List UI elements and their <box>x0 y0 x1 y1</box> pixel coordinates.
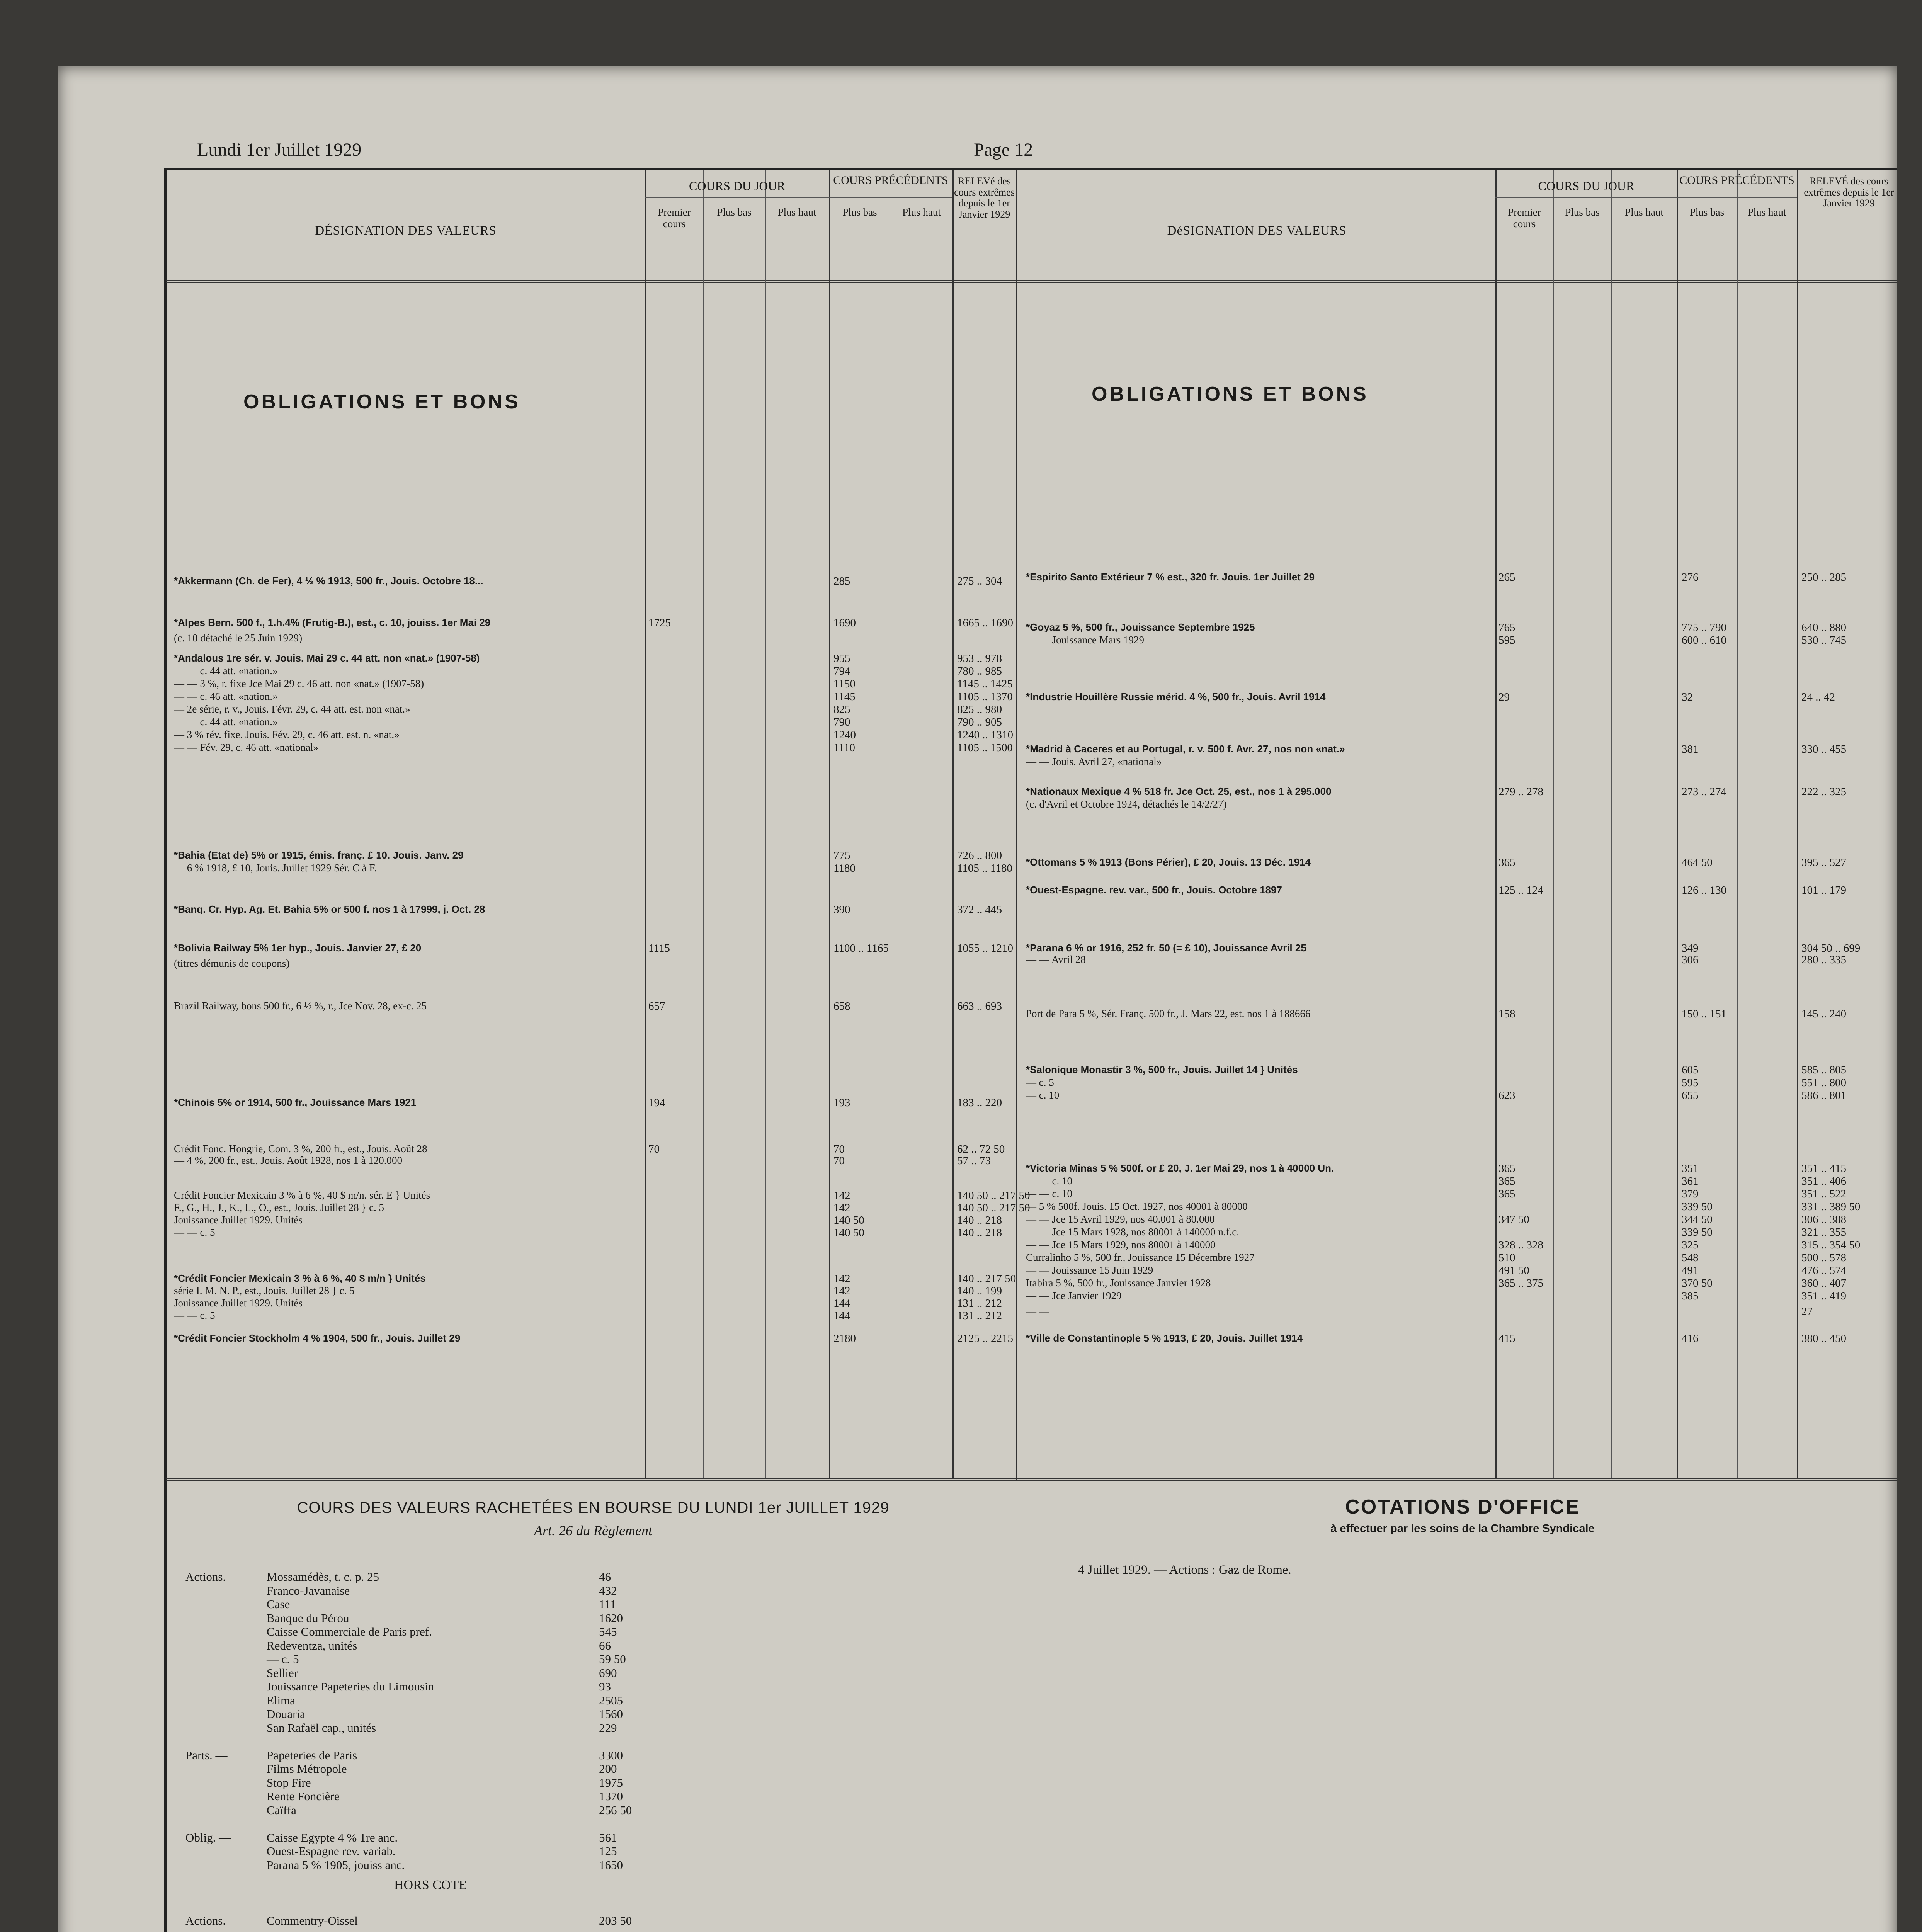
page-number: Page 12 <box>974 139 1033 160</box>
releve-value: 101 .. 179 <box>1801 884 1846 896</box>
rachetee-value: 1975 <box>599 1776 623 1789</box>
rachetee-name: Rente Foncière <box>267 1789 340 1803</box>
prec-plus-haut-header: Plus haut <box>902 206 941 218</box>
rachetee-value: 432 <box>599 1583 617 1597</box>
rachetee-category: Oblig. — <box>185 1830 231 1844</box>
table-row-name: — — c. 10 <box>1026 1176 1072 1186</box>
table-row-name: Jouissance Juillet 1929. Unités <box>174 1298 303 1308</box>
premier-cours-value: 365 .. 375 <box>1498 1277 1543 1289</box>
cours-precedent-value: 1240 <box>833 729 856 741</box>
releve-value: 586 .. 801 <box>1801 1089 1846 1102</box>
hors-name: Commentry-Oissel <box>267 1914 358 1927</box>
releve-value: 315 .. 354 50 <box>1801 1239 1861 1251</box>
header-subrule <box>645 197 829 198</box>
releve-value: 640 .. 880 <box>1801 621 1846 634</box>
table-row-name: — — Jce 15 Mars 1928, nos 80001 à 140000 n.f.c. <box>1026 1227 1239 1237</box>
cours-precedent-value: 1110 <box>833 742 855 754</box>
cours-precedent-value: 1180 <box>833 862 856 874</box>
releve-value: 140 50 .. 217 50 <box>957 1189 1030 1202</box>
releve-value: 140 .. 218 <box>957 1226 1002 1239</box>
cours-precedent-value: 150 .. 151 <box>1682 1008 1726 1020</box>
column-line <box>952 170 954 1478</box>
premier-cours-value: 657 <box>648 1000 665 1012</box>
releve-value: 1240 .. 1310 <box>957 729 1013 741</box>
table-row-name: *Crédit Foncier Mexicain 3 % à 6 %, 40 $ m/n } Unités <box>174 1273 426 1283</box>
table-row-name: Brazil Railway, bons 500 fr., 6 ½ %, r., Jce Nov. 28, ex-c. 25 <box>174 1001 427 1011</box>
releve-value: 321 .. 355 <box>1801 1226 1846 1238</box>
rachetee-name: Douaria <box>267 1707 305 1721</box>
table-row-name: *Ouest-Espagne. rev. var., 500 fr., Jouis. Octobre 1897 <box>1026 885 1282 895</box>
cours-precedent-value: 775 .. 790 <box>1682 621 1726 634</box>
cours-precedent-value: 655 <box>1682 1089 1699 1102</box>
table-row-name: *Banq. Cr. Hyp. Ag. Et. Bahia 5% or 500 f. nos 1 à 17999, j. Oct. 28 <box>174 904 485 914</box>
premier-cours-value: 29 <box>1498 691 1510 703</box>
table-row-name: *Espirito Santo Extérieur 7 % est., 320 fr. Jouis. 1er Juillet 29 <box>1026 572 1315 582</box>
cours-precedent-value: 349 <box>1682 942 1699 954</box>
plus-haut-header: Plus haut <box>1625 206 1663 218</box>
rachetee-value: 1560 <box>599 1707 623 1721</box>
cours-precedent-value: 144 <box>833 1310 850 1322</box>
rachetee-name: Franco-Javanaise <box>267 1583 350 1597</box>
releve-value: 280 .. 335 <box>1801 954 1846 966</box>
rachetee-name: — c. 5 <box>267 1652 299 1666</box>
cours-precedent-value: 385 <box>1682 1290 1699 1302</box>
releve-value: 953 .. 978 <box>957 652 1002 665</box>
rachetee-name: Redeventza, unités <box>267 1638 357 1652</box>
table-row-name: — — c. 10 <box>1026 1189 1072 1199</box>
rachetee-name: Mossamédès, t. c. p. 25 <box>267 1570 379 1583</box>
rachetee-name: Caisse Egypte 4 % 1re anc. <box>267 1830 398 1844</box>
table-row-name: (c. d'Avril et Octobre 1924, détachés le 14/2/27) <box>1026 799 1227 810</box>
releve-value: 360 .. 407 <box>1801 1277 1846 1289</box>
plus-bas-header: Plus bas <box>717 206 752 218</box>
releve-value: 395 .. 527 <box>1801 856 1846 869</box>
cours-precedent-value: 825 <box>833 703 850 716</box>
rachetee-value: 59 50 <box>599 1652 626 1666</box>
rachetee-value: 66 <box>599 1638 611 1652</box>
right-section-title: OBLIGATIONS ET BONS <box>1092 383 1369 405</box>
premier-header: Premier cours <box>658 206 691 230</box>
table-row-name: *Andalous 1re sér. v. Jouis. Mai 29 c. 44 att. non «nat.» (1907-58) <box>174 653 480 663</box>
mid-rule <box>166 1478 1897 1481</box>
releve-value: 145 .. 240 <box>1801 1008 1846 1020</box>
rachetee-name: Papeteries de Paris <box>267 1748 357 1762</box>
rachetees-subtitle: Art. 26 du Règlement <box>534 1523 652 1538</box>
column-line <box>1553 170 1554 1478</box>
plus-bas-header: Plus bas <box>1565 206 1600 218</box>
table-row-name: — — <box>1026 1306 1049 1316</box>
rachetee-value: 125 <box>599 1844 617 1858</box>
table-row-name: — — c. 5 <box>174 1310 215 1321</box>
releve-value: 24 .. 42 <box>1801 691 1835 703</box>
cours-precedent-value: 600 .. 610 <box>1682 634 1726 646</box>
cours-precedent-value: 325 <box>1682 1239 1699 1251</box>
premier-cours-value: 194 <box>648 1097 665 1109</box>
releve-value: 1665 .. 1690 <box>957 617 1013 629</box>
releve-value: 131 .. 212 <box>957 1297 1002 1310</box>
premier-cours-value: 347 50 <box>1498 1213 1529 1226</box>
cours-precedent-value: 70 <box>833 1155 845 1167</box>
rachetee-value: 690 <box>599 1666 617 1680</box>
table-row-name: Jouissance Juillet 1929. Unités <box>174 1215 303 1225</box>
releve-value: 1055 .. 1210 <box>957 942 1013 954</box>
premier-cours-value: 1725 <box>648 617 671 629</box>
rachetee-name: Stop Fire <box>267 1776 311 1789</box>
releve-value: 825 .. 980 <box>957 703 1002 716</box>
releve-value: 275 .. 304 <box>957 575 1002 587</box>
cours-precedent-value: 548 <box>1682 1252 1699 1264</box>
releve-value: 372 .. 445 <box>957 903 1002 916</box>
cours-precedent-value: 351 <box>1682 1162 1699 1175</box>
premier-cours-value: 365 <box>1498 1188 1515 1200</box>
cours-precedent-value: 339 50 <box>1682 1201 1713 1213</box>
releve-value: 183 .. 220 <box>957 1097 1002 1109</box>
table-row-name: *Victoria Minas 5 % 500f. or £ 20, J. 1er Mai 29, nos 1 à 40000 Un. <box>1026 1163 1334 1173</box>
table-row-name: (c. 10 détaché le 25 Juin 1929) <box>174 633 303 643</box>
releve-value: 585 .. 805 <box>1801 1064 1846 1076</box>
cours-du-jour-header: COURS DU JOUR <box>1538 179 1635 193</box>
releve-value: 351 .. 419 <box>1801 1290 1846 1302</box>
rachetee-value: 111 <box>599 1597 616 1611</box>
premier-cours-value: 279 .. 278 <box>1498 786 1543 798</box>
cours-precedent-value: 595 <box>1682 1077 1699 1089</box>
releve-value: 27 <box>1801 1305 1813 1318</box>
rachetee-name: Banque du Pérou <box>267 1611 349 1625</box>
page-frame <box>164 168 1897 1932</box>
releve-value: 1105 .. 1180 <box>957 862 1012 874</box>
cours-precedent-value: 339 50 <box>1682 1226 1713 1238</box>
cours-precedent-value: 1690 <box>833 617 856 629</box>
releve-value: 140 .. 217 50 <box>957 1272 1016 1285</box>
hors-value: 203 50 <box>599 1914 632 1927</box>
cours-precedent-value: 276 <box>1682 571 1699 583</box>
releve-value: 663 .. 693 <box>957 1000 1002 1012</box>
premier-cours-value: 623 <box>1498 1089 1515 1102</box>
page-date: Lundi 1er Juillet 1929 <box>197 139 362 160</box>
table-row-name: *Crédit Foncier Stockholm 4 % 1904, 500 fr., Jouis. Juillet 29 <box>174 1333 461 1343</box>
releve-value: 476 .. 574 <box>1801 1264 1846 1277</box>
rachetee-value: 2505 <box>599 1693 623 1707</box>
premier-header: Premier cours <box>1508 206 1541 230</box>
table-row-name: (titres démunis de coupons) <box>174 958 290 969</box>
cours-precedent-value: 2180 <box>833 1332 856 1345</box>
rachetee-value: 561 <box>599 1830 617 1844</box>
rachetee-name: Caisse Commerciale de Paris pref. <box>267 1625 432 1638</box>
table-row-name: — — Jouissance Mars 1929 <box>1026 635 1144 645</box>
cours-precedent-value: 370 50 <box>1682 1277 1713 1289</box>
table-row-name: *Bahia (Etat de) 5% or 1915, émis. franç. £ 10. Jouis. Janv. 29 <box>174 850 464 860</box>
cours-precedent-value: 306 <box>1682 954 1699 966</box>
rachetee-name: Films Métropole <box>267 1762 347 1776</box>
rachetee-name: Case <box>267 1597 290 1611</box>
cours-precedent-value: 361 <box>1682 1175 1699 1187</box>
center-divider <box>1016 170 1017 1480</box>
releve-value: 351 .. 406 <box>1801 1175 1846 1187</box>
rachetee-name: Caïffa <box>267 1803 296 1817</box>
rachetee-name: Elima <box>267 1693 296 1707</box>
cours-precedent-value: 144 <box>833 1297 850 1310</box>
premier-cours-value: 415 <box>1498 1332 1515 1345</box>
table-row-name: — 3 % rév. fixe. Jouis. Fév. 29, c. 46 att. est. n. «nat.» <box>174 730 400 740</box>
releve-value: 351 .. 522 <box>1801 1188 1846 1200</box>
releve-value: 331 .. 389 50 <box>1801 1201 1861 1213</box>
releve-value: 351 .. 415 <box>1801 1162 1846 1175</box>
rachetee-value: 1650 <box>599 1858 623 1872</box>
column-line <box>703 170 704 1478</box>
cours-precedents-header: COURS PRÉCÉDENTS <box>833 174 948 187</box>
cours-du-jour-header: COURS DU JOUR <box>689 179 785 193</box>
table-row-name: — c. 10 <box>1026 1090 1060 1100</box>
premier-cours-value: 328 .. 328 <box>1498 1239 1543 1251</box>
table-row-name: Curralinho 5 %, 500 fr., Jouissance 15 Décembre 1927 <box>1026 1252 1255 1263</box>
premier-cours-value: 265 <box>1498 571 1515 583</box>
rachetees-title: COURS DES VALEURS RACHETÉES EN BOURSE DU LUNDI 1er JUILLET 1929 <box>297 1499 890 1516</box>
table-row-name: *Ville de Constantinople 5 % 1913, £ 20, Jouis. Juillet 1914 <box>1026 1333 1303 1343</box>
table-row-name: — — Fév. 29, c. 46 att. «national» <box>174 742 318 753</box>
table-row-name: Crédit Foncier Mexicain 3 % à 6 %, 40 $ m/n. sér. E } Unités <box>174 1190 430 1201</box>
releve-value: 1105 .. 1500 <box>957 742 1013 754</box>
table-row-name: *Salonique Monastir 3 %, 500 fr., Jouis. Juillet 14 } Unités <box>1026 1065 1298 1075</box>
cours-precedents-header: COURS PRÉCÉDENTS <box>1679 174 1794 187</box>
releve-value: 250 .. 285 <box>1801 571 1846 583</box>
column-line <box>1737 170 1738 1478</box>
rachetee-value: 200 <box>599 1762 617 1776</box>
rachetee-value: 3300 <box>599 1748 623 1762</box>
premier-cours-value: 365 <box>1498 856 1515 869</box>
releve-value: 62 .. 72 50 <box>957 1143 1005 1155</box>
cours-precedent-value: 142 <box>833 1272 850 1285</box>
cours-precedent-value: 70 <box>833 1143 845 1155</box>
releve-value: 140 50 .. 217 50 <box>957 1202 1030 1214</box>
rachetee-value: 545 <box>599 1625 617 1638</box>
table-row-name: — 6 % 1918, £ 10, Jouis. Juillet 1929 Sér. C à F. <box>174 863 377 873</box>
rachetee-name: Sellier <box>267 1666 298 1680</box>
releve-header: RELEVÉ des cours extrêmes depuis le 1er Janvier 1929 <box>1804 175 1894 209</box>
prec-plus-haut-header: Plus haut <box>1747 206 1786 218</box>
cotations-title: COTATIONS D'OFFICE <box>1345 1496 1580 1518</box>
rachetee-value: 1620 <box>599 1611 623 1625</box>
cours-precedent-value: 344 50 <box>1682 1213 1713 1226</box>
table-row-name: *Alpes Bern. 500 f., 1.h.4% (Frutig-B.), est., c. 10, jouiss. 1er Mai 29 <box>174 617 491 628</box>
cours-precedent-value: 390 <box>833 903 850 916</box>
table-row-name: Port de Para 5 %, Sér. Franç. 500 fr., J. Mars 22, est. nos 1 à 188666 <box>1026 1009 1311 1019</box>
table-row-name: *Bolivia Railway 5% 1er hyp., Jouis. Janvier 27, £ 20 <box>174 943 422 953</box>
header-subrule <box>1677 197 1797 198</box>
rachetee-name: San Rafaël cap., unités <box>267 1721 376 1735</box>
table-row-name: — — Jouissance 15 Juin 1929 <box>1026 1265 1153 1276</box>
cours-precedent-value: 285 <box>833 575 850 587</box>
releve-value: 2125 .. 2215 <box>957 1332 1013 1345</box>
table-row-name: *Chinois 5% or 1914, 500 fr., Jouissance Mars 1921 <box>174 1097 417 1107</box>
releve-value: 380 .. 450 <box>1801 1332 1846 1345</box>
rachetee-category: Actions.— <box>185 1570 238 1583</box>
cours-precedent-value: 1150 <box>833 678 856 690</box>
cours-precedent-value: 142 <box>833 1285 850 1297</box>
cours-precedent-value: 1145 <box>833 690 856 703</box>
table-row-name: Itabira 5 %, 500 fr., Jouissance Janvier 1928 <box>1026 1278 1211 1288</box>
rachetee-value: 1370 <box>599 1789 623 1803</box>
cours-precedent-value: 381 <box>1682 743 1699 755</box>
releve-value: 140 .. 199 <box>957 1285 1002 1297</box>
table-row-name: — 5 % 500f. Jouis. 15 Oct. 1927, nos 40001 à 80000 <box>1026 1201 1248 1212</box>
releve-header: RELEVé des cours extrêmes depuis le 1er Janvier 1929 <box>954 175 1015 220</box>
table-row-name: *Ottomans 5 % 1913 (Bons Périer), £ 20, Jouis. 13 Déc. 1914 <box>1026 857 1311 867</box>
table-row-name: *Nationaux Mexique 4 % 518 fr. Jce Oct. 25, est., nos 1 à 295.000 <box>1026 786 1332 796</box>
cours-precedent-value: 491 <box>1682 1264 1699 1277</box>
table-row-name: — c. 5 <box>1026 1077 1054 1088</box>
releve-value: 551 .. 800 <box>1801 1077 1846 1089</box>
rachetee-category: Parts. — <box>185 1748 228 1762</box>
table-row-name: — — Jce 15 Mars 1929, nos 80001 à 140000 <box>1026 1240 1216 1250</box>
table-row-name: — — c. 44 att. «nation.» <box>174 717 278 727</box>
table-row-name: — — c. 5 <box>174 1227 215 1238</box>
column-line <box>829 170 830 1478</box>
cours-precedent-value: 794 <box>833 665 850 677</box>
cours-precedent-value: 140 50 <box>833 1226 864 1239</box>
column-line <box>645 170 646 1478</box>
premier-cours-value: 365 <box>1498 1162 1515 1175</box>
column-line <box>1611 170 1612 1478</box>
rachetee-name: Ouest-Espagne rev. variab. <box>267 1844 396 1858</box>
hors-cote-label: HORS COTE <box>394 1878 467 1892</box>
table-row-name: F., G., H., J., K., L., O., est., Jouis. Juillet 28 } c. 5 <box>174 1202 384 1213</box>
header-subrule <box>829 197 952 198</box>
releve-value: 306 .. 388 <box>1801 1213 1846 1226</box>
releve-value: 131 .. 212 <box>957 1310 1002 1322</box>
column-line <box>1797 170 1798 1478</box>
releve-value: 1145 .. 1425 <box>957 678 1013 690</box>
premier-cours-value: 765 <box>1498 621 1515 634</box>
cours-precedent-value: 658 <box>833 1000 850 1012</box>
premier-cours-value: 1115 <box>648 942 670 954</box>
rachetee-value: 229 <box>599 1721 617 1735</box>
table-row-name: — — Avril 28 <box>1026 954 1086 965</box>
cotations-text: 4 Juillet 1929. — Actions : Gaz de Rome. <box>1078 1563 1291 1577</box>
table-row-name: série I. M. N. P., est., Jouis. Juillet 28 } c. 5 <box>174 1286 355 1296</box>
newspaper-page <box>58 66 1897 1932</box>
releve-value: 780 .. 985 <box>957 665 1002 677</box>
table-row-name: — 4 %, 200 fr., est., Jouis. Août 1928, nos 1 à 120.000 <box>174 1155 402 1166</box>
releve-value: 140 .. 218 <box>957 1214 1002 1226</box>
rachetee-name: Jouissance Papeteries du Limousin <box>267 1680 434 1693</box>
releve-value: 57 .. 73 <box>957 1155 991 1167</box>
premier-cours-value: 510 <box>1498 1252 1515 1264</box>
rachetee-name: Parana 5 % 1905, jouiss anc. <box>267 1858 405 1872</box>
cours-precedent-value: 193 <box>833 1097 850 1109</box>
table-row-name: — — Jce 15 Avril 1929, nos 40.001 à 80.000 <box>1026 1214 1215 1225</box>
column-line <box>765 170 766 1478</box>
releve-value: 726 .. 800 <box>957 849 1002 862</box>
premier-cours-value: 70 <box>648 1143 660 1155</box>
table-row-name: — — 3 %, r. fixe Jce Mai 29 c. 46 att. non «nat.» (1907-58) <box>174 679 424 689</box>
column-line <box>1495 170 1497 1478</box>
cotations-subtitle: à effectuer par les soins de la Chambre Syndicale <box>1330 1522 1595 1535</box>
table-row-name: *Industrie Houillère Russie mérid. 4 %, 500 fr., Jouis. Avril 1914 <box>1026 692 1326 702</box>
table-row-name: *Parana 6 % or 1916, 252 fr. 50 (= £ 10), Jouissance Avril 25 <box>1026 943 1306 953</box>
table-row-name: — — Jouis. Avril 27, «national» <box>1026 757 1162 767</box>
cours-precedent-value: 605 <box>1682 1064 1699 1076</box>
releve-value: 500 .. 578 <box>1801 1252 1846 1264</box>
premier-cours-value: 595 <box>1498 634 1515 646</box>
header-rule <box>166 280 1897 283</box>
rachetee-value: 256 50 <box>599 1803 632 1817</box>
premier-cours-value: 491 50 <box>1498 1264 1529 1277</box>
premier-cours-value: 158 <box>1498 1008 1515 1020</box>
cours-precedent-value: 775 <box>833 849 850 862</box>
table-row-name: Crédit Fonc. Hongrie, Com. 3 %, 200 fr., est., Jouis. Août 28 <box>174 1144 427 1154</box>
releve-value: 790 .. 905 <box>957 716 1002 728</box>
table-row-name: — — c. 46 att. «nation.» <box>174 691 278 702</box>
table-row-name: — 2e série, r. v., Jouis. Févr. 29, c. 44 att. est. non «nat.» <box>174 704 410 714</box>
plus-haut-header: Plus haut <box>777 206 816 218</box>
cours-precedent-value: 464 50 <box>1682 856 1713 869</box>
rachetee-value: 93 <box>599 1680 611 1693</box>
releve-value: 222 .. 325 <box>1801 786 1846 798</box>
cours-precedent-value: 790 <box>833 716 850 728</box>
cours-precedent-value: 416 <box>1682 1332 1699 1345</box>
premier-cours-value: 125 .. 124 <box>1498 884 1543 896</box>
table-row-name: *Akkermann (Ch. de Fer), 4 ½ % 1913, 500 fr., Jouis. Octobre 18... <box>174 576 483 586</box>
releve-value: 1105 .. 1370 <box>957 690 1013 703</box>
releve-value: 530 .. 745 <box>1801 634 1846 646</box>
rachetee-value: 46 <box>599 1570 611 1583</box>
cours-precedent-value: 273 .. 274 <box>1682 786 1726 798</box>
cours-precedent-value: 140 50 <box>833 1214 864 1226</box>
prec-plus-bas-header: Plus bas <box>842 206 877 218</box>
header-subrule <box>1495 197 1677 198</box>
left-section-title: OBLIGATIONS ET BONS <box>243 391 520 413</box>
table-row-name: — — c. 44 att. «nation.» <box>174 666 278 676</box>
table-row-name: — — Jce Janvier 1929 <box>1026 1291 1122 1301</box>
designation-header: DÉSIGNATION DES VALEURS <box>315 224 497 238</box>
premier-cours-value: 365 <box>1498 1175 1515 1187</box>
table-row-name: *Madrid à Caceres et au Portugal, r. v. 500 f. Avr. 27, nos non «nat.» <box>1026 744 1345 754</box>
cours-precedent-value: 1100 .. 1165 <box>833 942 889 954</box>
releve-value: 330 .. 455 <box>1801 743 1846 755</box>
designation-header: DéSIGNATION DES VALEURS <box>1167 224 1347 238</box>
cours-precedent-value: 955 <box>833 652 850 665</box>
cours-precedent-value: 32 <box>1682 691 1693 703</box>
cours-precedent-value: 379 <box>1682 1188 1699 1200</box>
cours-precedent-value: 126 .. 130 <box>1682 884 1726 896</box>
prec-plus-bas-header: Plus bas <box>1689 206 1725 218</box>
column-line <box>1677 170 1678 1478</box>
cours-precedent-value: 142 <box>833 1202 850 1214</box>
releve-value: 304 50 .. 699 <box>1801 942 1861 954</box>
cours-precedent-value: 142 <box>833 1189 850 1202</box>
hors-category: Actions.— <box>185 1914 238 1927</box>
table-row-name: *Goyaz 5 %, 500 fr., Jouissance Septembre 1925 <box>1026 622 1255 632</box>
